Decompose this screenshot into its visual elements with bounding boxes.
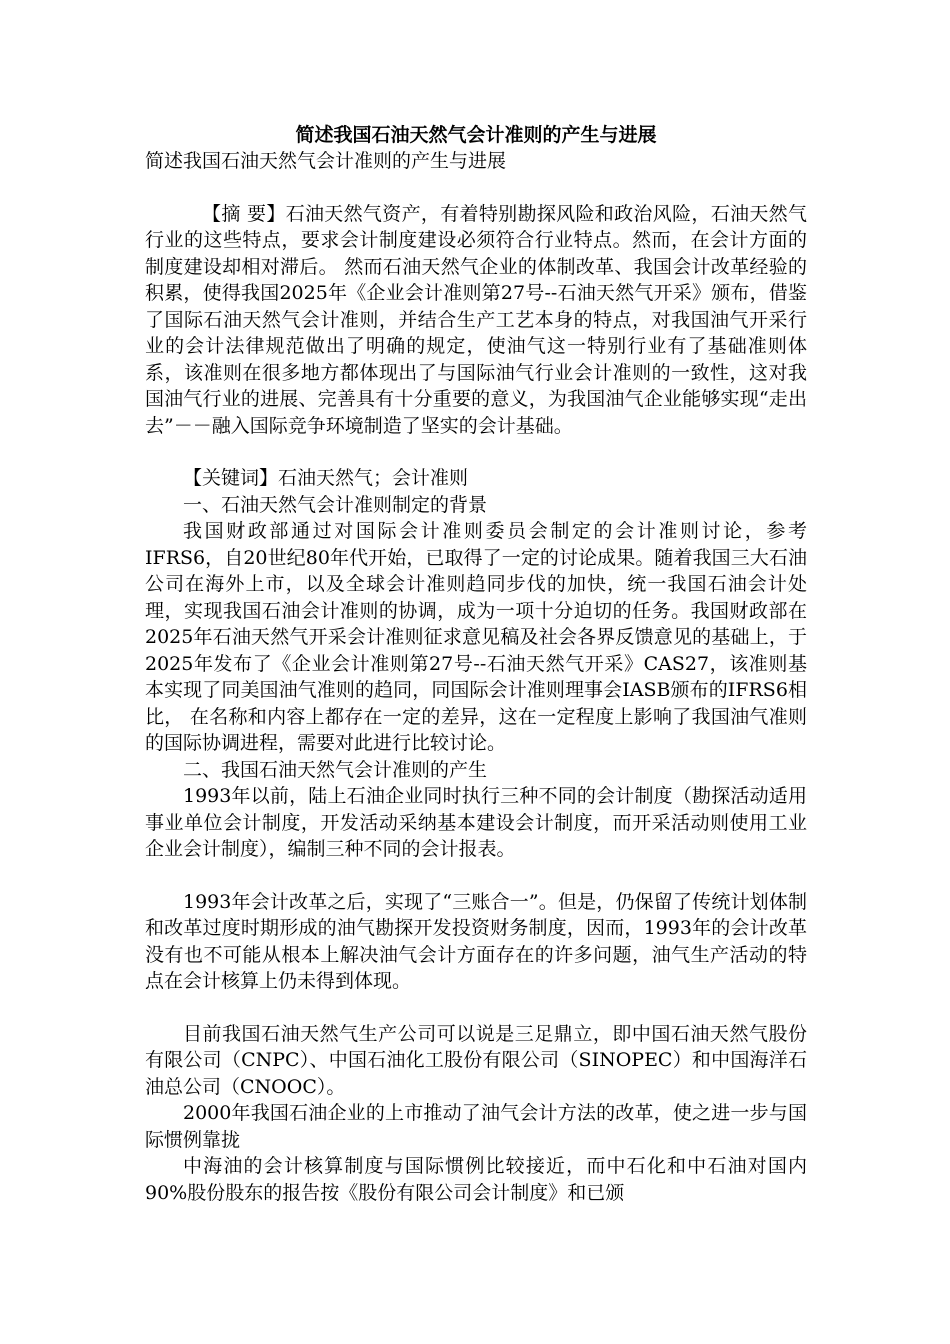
origin-paragraph-2: 1993年会计改革之后，实现了“三账合一”。但是，仍保留了传统计划体制和改革过度时期形成的油气勘探开发投资财务制度，因而，1993年的会计改革没有也不可能从根本上解决油气会计方面存在的许多问题，油气生产活动的特点在会计核算上仍未得到体现。 <box>145 890 807 992</box>
document-subtitle: 简述我国石油天然气会计准则的产生与进展 <box>145 150 507 172</box>
document-title: 简述我国石油天然气会计准则的产生与进展 <box>295 124 657 146</box>
keywords-line: 【关键词】石油天然气；会计准则 <box>183 467 469 489</box>
section-heading-origin: 二、我国石油天然气会计准则的产生 <box>183 758 488 781</box>
origin-paragraph-4: 2000年我国石油企业的上市推动了油气会计方法的改革，使之进一步与国际惯例靠拢 <box>145 1102 807 1151</box>
section-heading-background: 一、石油天然气会计准则制定的背景 <box>183 493 488 516</box>
document-body <box>145 122 807 1206</box>
origin-paragraph-3: 目前我国石油天然气生产公司可以说是三足鼎立，即中国石油天然气股份有限公司（CNPC）、中国石油化工股份有限公司（SINOPEC）和中国海洋石油总公司（CNOOC）。 <box>145 1022 807 1098</box>
background-paragraph: 我国财政部通过对国际会计准则委员会制定的会计准则讨论，参考IFRS6，自20世纪80年代开始，已取得了一定的讨论成果。随着我国三大石油公司在海外上市，以及全球会计准则趋同步伐的加快，统一我国石油会计处理，实现我国石油会计准则的协调，成为一项十分迫切的任务。我国财政部在2025年石油天然气开采会计准则征求意见稿及社会各界反馈意见的基础上，于2025年发布了《企业会计准则第27号--石油天然气开采》CAS27，该准则基本实现了同美国油气准则的趋同，同国际会计准则理事会IASB颁布的IFRS6相比， 在名称和内容上都存在一定的差异，这在一定程度上影响了我国油气准则的国际协调进程，需要对此进行比较讨论。 <box>145 520 807 754</box>
origin-paragraph-5: 中海油的会计核算制度与国际惯例比较接近，而中石化和中石油对国内90%股份股东的报告按《股份有限公司会计制度》和已颁 <box>145 1155 807 1204</box>
abstract-paragraph: 【摘 要】石油天然气资产，有着特别勘探风险和政治风险，石油天然气行业的这些特点，要求会计制度建设必须符合行业特点。然而，在会计方面的制度建设却相对滞后。 然而石油天然气企业的体制改革、我国会计改革经验的积累，使得我国2025年《企业会计准则第27号--石油天然气开采》颁布，借鉴了国际石油天然气会计准则，并结合生产工艺本身的特点，对我国油气开采行业的会计法律规范做出了明确的规定，使油气这一特别行业有了基础准则体系，该准则在很多地方都体现出了与国际油气行业会计准则的一致性，这对我国油气行业的进展、完善具有十分重要的意义，为我国油气企业能够实现“走出去”－－融入国际竞争环境制造了坚实的会计基础。 <box>145 202 807 437</box>
origin-paragraph-1: 1993年以前，陆上石油企业同时执行三种不同的会计制度（勘探活动适用事业单位会计制度，开发活动采纳基本建设会计制度，而开采活动则使用工业企业会计制度），编制三种不同的会计报表。 <box>145 785 807 860</box>
